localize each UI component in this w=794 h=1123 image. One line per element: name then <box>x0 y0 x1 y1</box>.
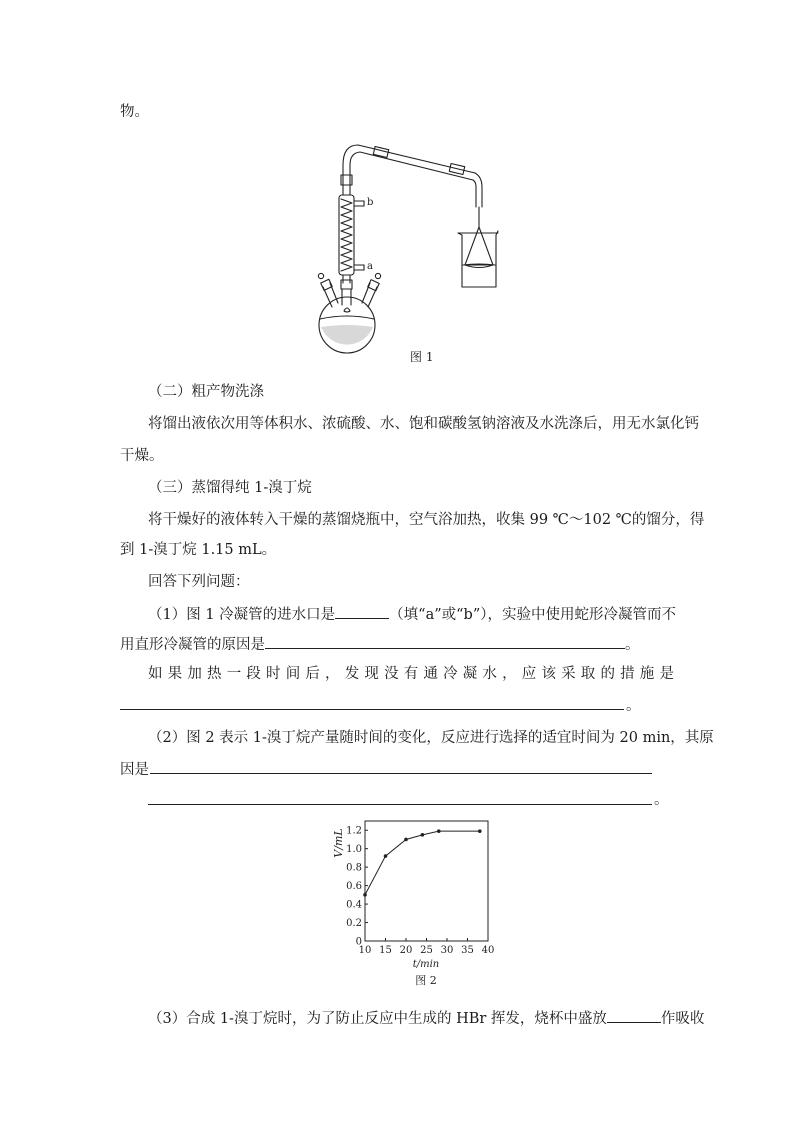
section3-heading: （三）蒸馏得纯 1-溴丁烷 <box>148 480 312 496</box>
section3-line1: 将干燥好的液体转入干燥的蒸馏烧瓶中，空气浴加热，收集 99 ℃～102 ℃的馏分，得 <box>148 512 705 528</box>
section2-heading: （二）粗产物洗涤 <box>148 384 264 400</box>
x-tick-label: 25 <box>420 945 433 956</box>
x-tick-label: 40 <box>481 945 495 956</box>
q1-char: 取 <box>580 666 596 682</box>
x-tick-label: 15 <box>379 945 392 956</box>
y-tick-label: 0.4 <box>346 899 362 911</box>
x-tick-label: 10 <box>358 945 372 956</box>
q1-text-a: （1）图 1 冷凝管的进水口是 <box>148 607 336 623</box>
data-point <box>384 854 388 858</box>
q1-char: 措 <box>620 666 635 682</box>
q1-measure-blank[interactable] <box>120 709 624 710</box>
q1-char: 凝 <box>462 666 478 682</box>
q1-reason-label: 用直形冷凝管的原因是 <box>120 637 265 653</box>
q1-char: 通 <box>423 666 438 682</box>
q1-char: 段 <box>246 666 261 682</box>
data-point <box>437 829 441 833</box>
q2-line3-end: 。 <box>654 792 669 808</box>
y-tick-label: 0.2 <box>346 918 362 930</box>
data-point <box>421 833 425 837</box>
q2-line2-label: 因是 <box>120 762 149 778</box>
q1-char: 发 <box>344 666 360 682</box>
series-line <box>365 831 480 895</box>
q1-char: 加 <box>187 666 202 682</box>
section2-line1: 将馏出液依次用等体积水、浓硫酸、水、饱和碳酸氢钠溶液及水洗涤后，用无水氯化钙 <box>148 416 699 432</box>
data-point <box>404 838 408 842</box>
q1-char: 热 <box>207 666 222 682</box>
q3-text-b: 作吸收 <box>660 1011 705 1027</box>
q1-char: 水 <box>482 666 497 682</box>
q1-char: 有 <box>403 666 419 682</box>
q1-line1 <box>148 604 676 625</box>
plot-frame <box>365 821 488 941</box>
q1-char: 施 <box>639 666 655 682</box>
y-tick-label: 0.6 <box>346 881 362 893</box>
q1-char: ， <box>325 666 340 682</box>
q1-line3 <box>148 664 674 684</box>
q1-line2-end: 。 <box>625 637 640 653</box>
y-tick-label: 0 <box>355 936 362 948</box>
yield-time-chart <box>328 815 508 993</box>
q2-reason-blank-1[interactable] <box>150 773 652 774</box>
apparatus-diagram <box>310 135 510 360</box>
section3-line2: 到 1-溴丁烷 1.15 mL。 <box>120 542 277 558</box>
q1-char: ， <box>502 666 517 682</box>
x-tick-label: 35 <box>461 945 474 956</box>
q1-char: 间 <box>285 666 301 682</box>
q1-line2 <box>120 634 640 655</box>
q2-reason-blank-2[interactable] <box>148 804 652 805</box>
data-point <box>363 893 367 897</box>
q1-text-b: （填“a”或“b”），实验中使用蛇形冷凝管而不 <box>389 607 676 623</box>
q1-char: 采 <box>561 666 576 682</box>
q1-char: 一 <box>226 666 242 682</box>
q1-char: 是 <box>659 666 674 682</box>
figure1-caption: 图 1 <box>410 350 434 364</box>
questions-prompt: 回答下列问题： <box>148 574 250 590</box>
q1-inlet-blank[interactable] <box>335 604 389 619</box>
q1-reason-blank[interactable] <box>265 634 625 649</box>
section2-line2: 干燥。 <box>120 448 164 464</box>
x-tick-label: 30 <box>440 945 454 956</box>
q1-char: 没 <box>384 666 399 682</box>
q3-text-a: （3）合成 1-溴丁烷时，为了防止反应中生成的 HBr 挥发，烧杯中盛放 <box>148 1011 607 1027</box>
label-b: b <box>367 197 374 208</box>
q1-char: 如 <box>148 666 163 682</box>
q1-char: 应 <box>521 666 537 682</box>
q2-line1: （2）图 2 表示 1-溴丁烷产量随时间的变化，反应进行选择的适宜时间为 20 min，其原 <box>148 730 714 746</box>
chart-title: 图 2 <box>415 974 437 987</box>
q3-absorbent-blank[interactable] <box>607 1008 661 1023</box>
y-tick-label: 1.0 <box>346 844 362 856</box>
q1-char: 后 <box>305 666 320 682</box>
label-a: a <box>367 261 373 272</box>
y-axis-label: V/mL <box>332 828 345 858</box>
y-tick-label: 0.8 <box>346 862 362 874</box>
q1-char: 该 <box>541 666 556 682</box>
q1-char: 果 <box>167 666 183 682</box>
q3-line1 <box>148 1008 704 1029</box>
q1-char: 时 <box>266 666 281 682</box>
data-point <box>478 829 482 833</box>
q1-char: 冷 <box>443 666 458 682</box>
q1-char: 现 <box>364 666 379 682</box>
q1-line4-end: 。 <box>626 698 641 714</box>
y-tick-label: 1.2 <box>346 825 362 837</box>
text-line-top: 物。 <box>120 104 149 120</box>
q1-char: 的 <box>600 666 615 682</box>
x-tick-label: 20 <box>399 945 413 956</box>
x-axis-label: t/min <box>412 959 440 970</box>
